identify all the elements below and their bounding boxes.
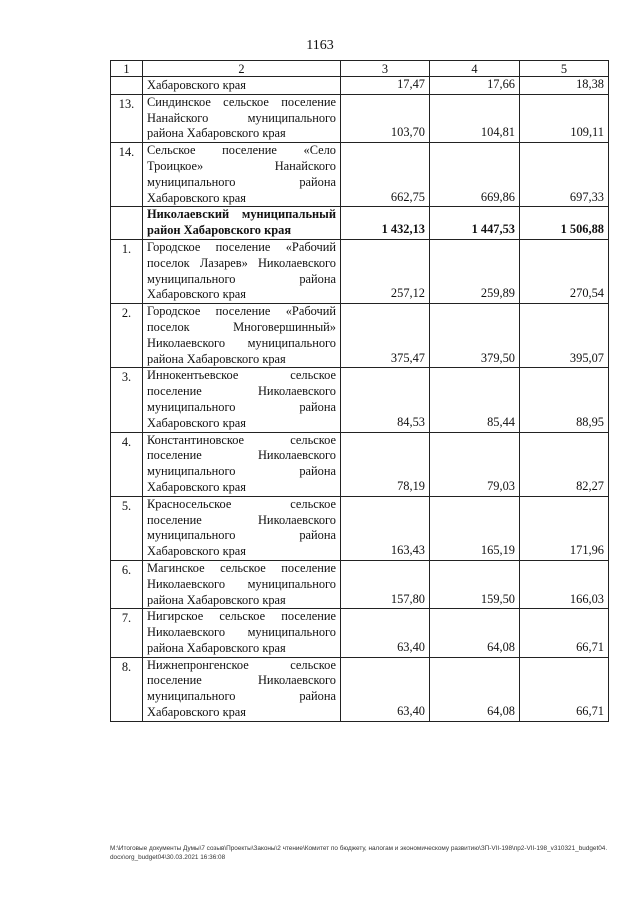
municipality-name: Магинское сельское поселение Николаевского муниципального района Хабаровского края — [143, 560, 341, 608]
row-number: 1. — [111, 239, 143, 303]
municipality-name: Городское поселение «Рабочий поселок Лазарев» Николаевского муниципального района Хабаровского края — [143, 239, 341, 303]
value-col-5: 109,11 — [520, 94, 609, 142]
value-col-3: 163,43 — [341, 496, 430, 560]
table-row — [111, 560, 609, 608]
table-row — [111, 207, 609, 240]
value-col-4: 379,50 — [430, 304, 520, 368]
municipality-name: Красносельское сельское поселение Николаевского муниципального района Хабаровского края — [143, 496, 341, 560]
value-col-5: 270,54 — [520, 239, 609, 303]
value-col-4: 104,81 — [430, 94, 520, 142]
value-col-3: 78,19 — [341, 432, 430, 496]
value-col-5: 1 506,88 — [520, 207, 609, 240]
row-number: 8. — [111, 657, 143, 721]
value-col-3: 63,40 — [341, 657, 430, 721]
value-col-3: 17,47 — [341, 77, 430, 95]
municipality-name: Синдинское сельское поселение Нанайского муниципального района Хабаровского края — [143, 94, 341, 142]
value-col-3: 1 432,13 — [341, 207, 430, 240]
budget-table — [110, 60, 609, 722]
page-number: 1163 — [306, 38, 334, 53]
value-col-5: 66,71 — [520, 609, 609, 657]
table-row — [111, 239, 609, 303]
value-col-4: 64,08 — [430, 657, 520, 721]
municipality-name: Николаевский муниципальный район Хабаровского края — [143, 207, 341, 240]
municipality-name: Иннокентьевское сельское поселение Николаевского муниципального района Хабаровского края — [143, 368, 341, 432]
value-col-3: 257,12 — [341, 239, 430, 303]
row-number: 6. — [111, 560, 143, 608]
table-row — [111, 609, 609, 657]
value-col-4: 1 447,53 — [430, 207, 520, 240]
municipality-name: Нигирское сельское поселение Николаевского муниципального района Хабаровского края — [143, 609, 341, 657]
table-row — [111, 304, 609, 368]
value-col-3: 375,47 — [341, 304, 430, 368]
table-row — [111, 143, 609, 207]
value-col-4: 165,19 — [430, 496, 520, 560]
value-col-4: 79,03 — [430, 432, 520, 496]
value-col-5: 66,71 — [520, 657, 609, 721]
row-number: 2. — [111, 304, 143, 368]
table-row — [111, 94, 609, 142]
municipality-name: Городское поселение «Рабочий поселок Многовершинный» Николаевского муниципального района Хабаровского края — [143, 304, 341, 368]
value-col-3: 103,70 — [341, 94, 430, 142]
row-number — [111, 207, 143, 240]
municipality-name: Сельское поселение «Село Троицкое» Нанайского муниципального района Хабаровского края — [143, 143, 341, 207]
value-col-4: 259,89 — [430, 239, 520, 303]
table-row — [111, 368, 609, 432]
row-number: 5. — [111, 496, 143, 560]
value-col-5: 697,33 — [520, 143, 609, 207]
row-number: 14. — [111, 143, 143, 207]
table-row — [111, 657, 609, 721]
value-col-5: 82,27 — [520, 432, 609, 496]
value-col-5: 166,03 — [520, 560, 609, 608]
value-col-5: 88,95 — [520, 368, 609, 432]
row-number: 3. — [111, 368, 143, 432]
row-number: 4. — [111, 432, 143, 496]
table-row — [111, 496, 609, 560]
value-col-4: 17,66 — [430, 77, 520, 95]
file-path-footer: M:\Итоговые документы Думы\7 созыв\Проекты\Законы\2 чтение\Комитет по бюджету, налогам и экономическому развитию\ЗП-VII-198\пр2-VII-198_v310321_budget04.docx\org_budget04\30.03.2021 16:36:08 — [110, 845, 608, 861]
table-row — [111, 432, 609, 496]
value-col-3: 63,40 — [341, 609, 430, 657]
table-header-row — [111, 61, 609, 77]
value-col-4: 669,86 — [430, 143, 520, 207]
value-col-5: 395,07 — [520, 304, 609, 368]
row-number: 7. — [111, 609, 143, 657]
row-number — [111, 77, 143, 95]
column-header: 3 — [341, 61, 430, 77]
row-number: 13. — [111, 94, 143, 142]
value-col-4: 159,50 — [430, 560, 520, 608]
column-header: 1 — [111, 61, 143, 77]
value-col-5: 171,96 — [520, 496, 609, 560]
column-header: 2 — [143, 61, 341, 77]
table-row — [111, 77, 609, 95]
value-col-5: 18,38 — [520, 77, 609, 95]
value-col-3: 662,75 — [341, 143, 430, 207]
municipality-name: Константиновское сельское поселение Николаевского муниципального района Хабаровского края — [143, 432, 341, 496]
municipality-name: Нижнепронгенское сельское поселение Николаевского муниципального района Хабаровского края — [143, 657, 341, 721]
column-header: 5 — [520, 61, 609, 77]
value-col-3: 157,80 — [341, 560, 430, 608]
value-col-4: 85,44 — [430, 368, 520, 432]
value-col-3: 84,53 — [341, 368, 430, 432]
municipality-name: Хабаровского края — [143, 77, 341, 95]
value-col-4: 64,08 — [430, 609, 520, 657]
column-header: 4 — [430, 61, 520, 77]
